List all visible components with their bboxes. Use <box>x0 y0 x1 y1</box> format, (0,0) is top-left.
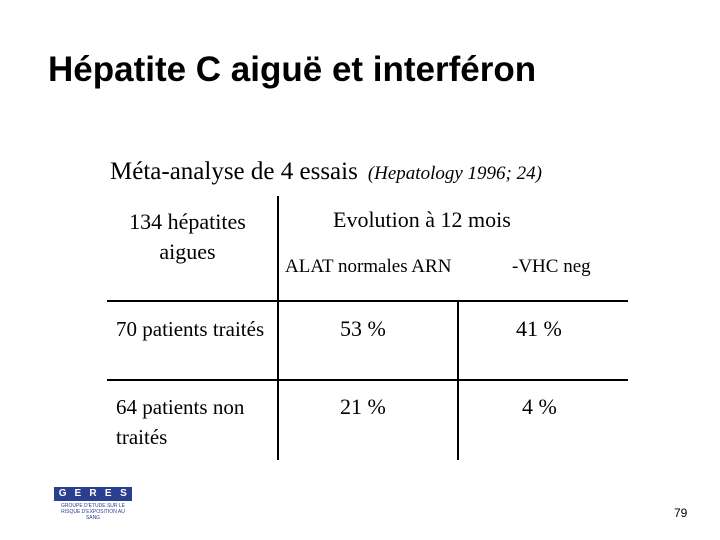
logo-letter: S <box>120 488 127 499</box>
table-divider-row <box>107 379 628 381</box>
cell-treated-alat: 53 % <box>340 316 386 341</box>
geres-logo <box>54 487 132 521</box>
slide-title: Hépatite C aiguë et interféron <box>48 50 537 89</box>
table-divider-vertical-main <box>277 196 279 460</box>
column-header-alat: ALAT normales ARN <box>285 256 452 277</box>
cell-treated-vhc: 41 % <box>516 316 562 341</box>
table-corner-header: 134 hépatites aigues <box>129 209 246 264</box>
subtitle-text: Méta-analyse de 4 essais <box>110 158 358 185</box>
slide-subtitle <box>110 158 542 186</box>
table-divider-vertical-data <box>457 302 459 460</box>
logo-letter: R <box>89 488 97 499</box>
logo-letter: E <box>104 488 112 499</box>
table-group-header: Evolution à 12 mois <box>333 207 511 232</box>
logo-tagline: GROUPE D'ETUDE SUR LE RISQUE D'EXPOSITION AU SANG <box>60 503 126 521</box>
logo-letter: G <box>58 488 67 499</box>
logo-letter: E <box>74 488 82 499</box>
cell-untreated-alat: 21 % <box>340 394 386 419</box>
row-label-untreated: 64 patients non traités <box>116 395 245 449</box>
row-label-treated: 70 patients traités <box>116 317 265 341</box>
reference-citation: (Hepatology 1996; 24) <box>367 163 542 184</box>
table-divider-header <box>107 300 628 302</box>
logo-letters <box>54 487 132 501</box>
column-header-vhc: -VHC neg <box>512 256 591 277</box>
page-number: 79 <box>674 506 688 520</box>
cell-untreated-vhc: 4 % <box>522 394 557 419</box>
